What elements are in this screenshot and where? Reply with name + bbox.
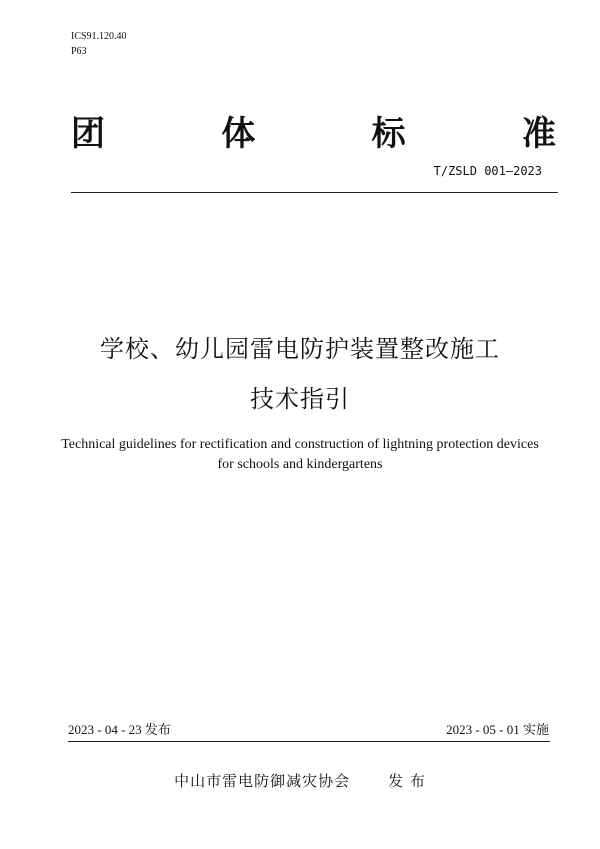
title-en-line-1: Technical guidelines for rectification and construction of lightning protection devices [61, 437, 539, 452]
implementation-date: 2023 - 05 - 01 实施 [446, 722, 549, 737]
top-divider [71, 192, 558, 193]
heading-char: 准 [521, 114, 556, 154]
title-cn-line-2: 技术指引 [250, 385, 350, 413]
bottom-divider [68, 741, 550, 742]
heading-char: 标 [371, 114, 406, 154]
standard-number: T/ZSLD 001—2023 [433, 164, 542, 178]
heading-char: 团 [71, 114, 105, 154]
title-en-line-2: for schools and kindergartens [217, 457, 383, 472]
document-type-heading [71, 112, 556, 156]
title-cn-line-1: 学校、幼儿园雷电防护装置整改施工 [100, 335, 500, 363]
classification-code: P63 [71, 46, 87, 57]
ics-code: ICS91.120.40 [71, 31, 127, 42]
publisher-action: 发 布 [388, 772, 426, 790]
heading-char: 体 [221, 114, 256, 154]
issue-date: 2023 - 04 - 23 发布 [68, 722, 171, 737]
publisher-name: 中山市雷电防御减灾协会 [174, 772, 351, 790]
publisher-line [0, 770, 600, 792]
